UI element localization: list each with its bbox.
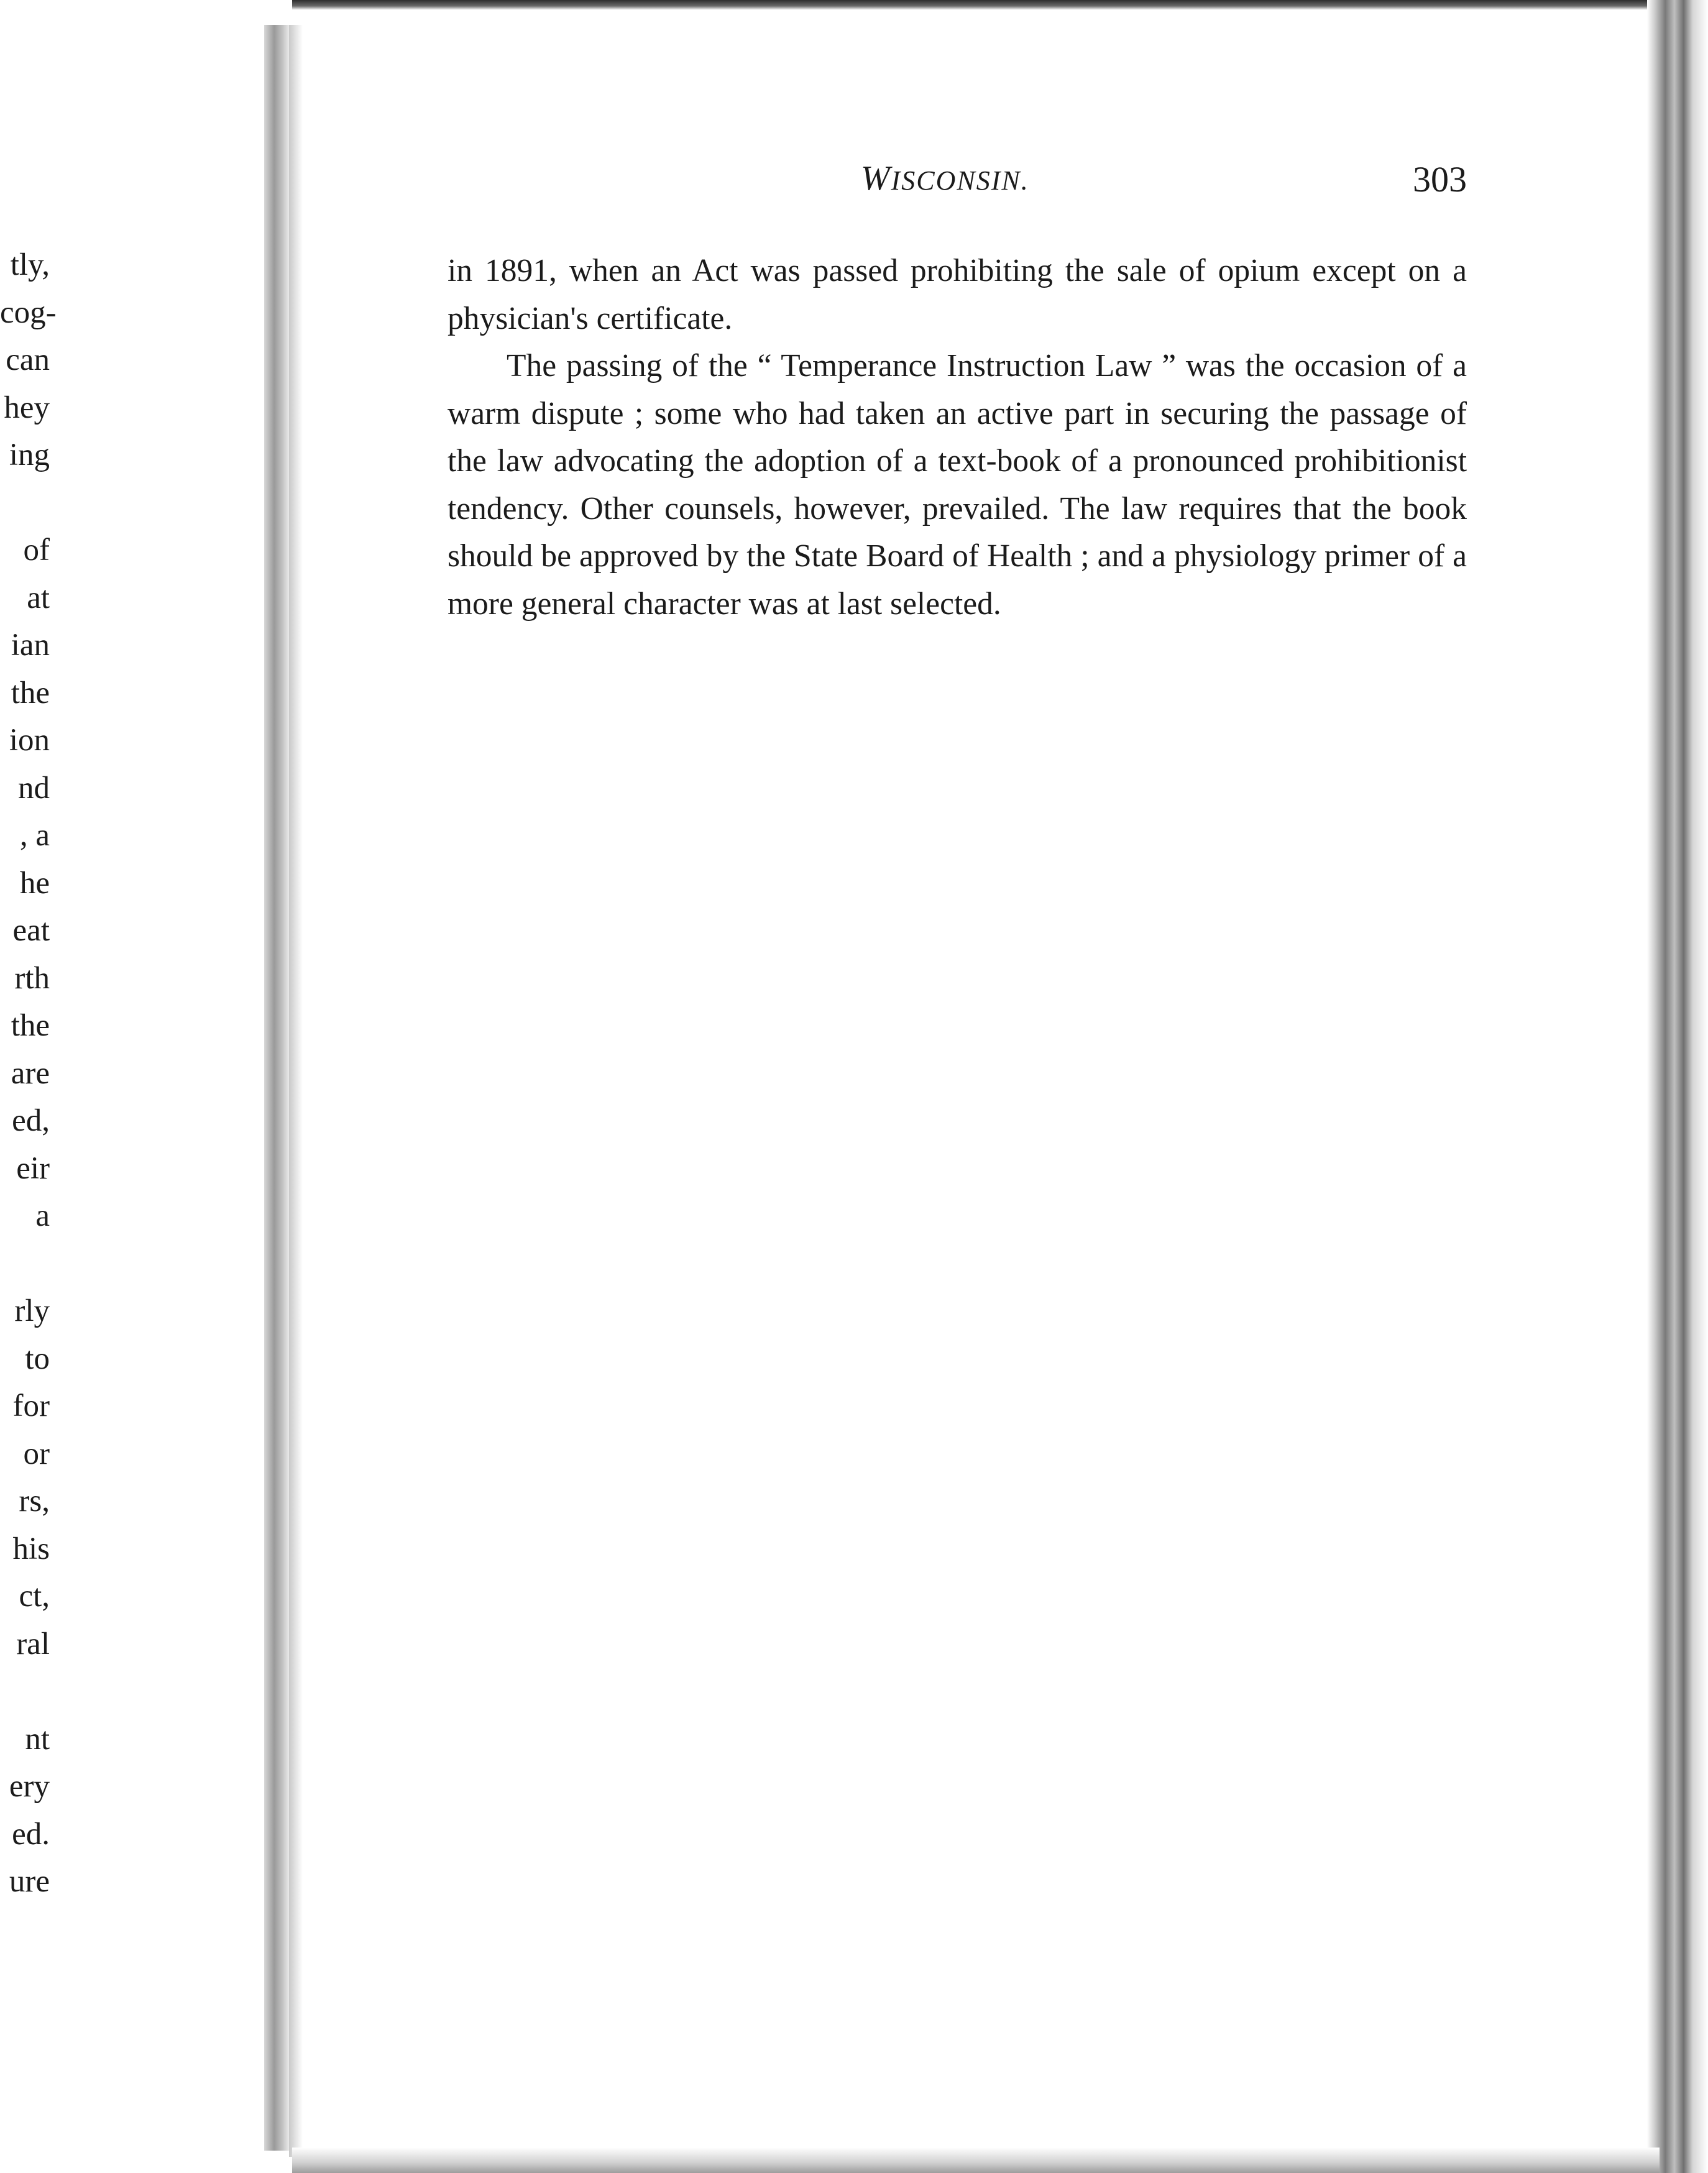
page-body (448, 247, 1467, 628)
fragment-line: at (27, 580, 50, 615)
fragment-line: hey (4, 390, 50, 425)
fragment-line: ure (9, 1864, 50, 1899)
fragment-line: rs, (19, 1484, 50, 1518)
fragment-line: eir (16, 1151, 50, 1186)
fragment-line: or (23, 1436, 50, 1471)
fragment-line: of (23, 533, 50, 567)
fragment-line: ion (9, 723, 50, 758)
fragment-line: ed, (12, 1103, 50, 1138)
fragment-line: for (12, 1389, 50, 1423)
fragment-line (0, 479, 50, 527)
running-title-rest: ISCONSIN. (891, 165, 1029, 196)
fragment-line: are (11, 1055, 50, 1091)
fragment-line: rth (14, 960, 50, 996)
paragraph: The passing of the “ Temperance Instruction Law ” was the occasion of a warm dispute ; some who had taken an active part in securing the passage of the law advocating the adoption of a text-book of a pronounced prohibitionist tendency. Other counsels, however, prevailed. The law requires that the book should be approved by the State Board of Health ; and a physiology primer of a more general character was at last selected. (448, 348, 1467, 622)
fragment-line: can (6, 342, 50, 377)
facing-page (0, 0, 273, 2173)
fragment-line: tly, (10, 247, 50, 282)
fragment-line: he (19, 865, 50, 901)
fragment-line: his (12, 1531, 50, 1566)
fragment-line: eat (12, 913, 50, 948)
page-stack-edge (1647, 0, 1708, 2173)
fragment-line: ing (9, 438, 50, 472)
fragment-line (0, 1668, 50, 1716)
running-header (448, 158, 1467, 208)
paragraph: in 1891, when an Act was passed prohibiting the sale of opium except on a physician's certificate. (448, 253, 1467, 336)
fragment-line: cog- (0, 295, 57, 330)
gutter-shadow (289, 25, 303, 2157)
fragment-line: to (25, 1341, 50, 1376)
running-title (861, 158, 1029, 198)
page-number: 303 (1413, 159, 1467, 200)
fragment-line: rly (14, 1293, 50, 1328)
book-gutter (264, 25, 289, 2151)
fragment-line: ian (11, 628, 50, 663)
page-bottom-edge (292, 2148, 1660, 2173)
page-top-edge (292, 0, 1653, 10)
facing-page-text-fragments (0, 241, 57, 1906)
fragment-line: , a (19, 818, 50, 853)
fragment-line: ed. (12, 1816, 50, 1852)
running-title-initial: W (861, 159, 891, 198)
fragment-line: ery (9, 1769, 50, 1804)
fragment-line: the (11, 675, 50, 710)
fragment-line: the (11, 1008, 50, 1043)
fragment-line: ct, (19, 1579, 50, 1614)
fragment-line (0, 1240, 50, 1288)
fragment-line: nt (25, 1721, 50, 1757)
fragment-line: a (35, 1198, 50, 1233)
fragment-line: nd (18, 770, 50, 806)
fragment-line: ral (16, 1626, 50, 1661)
